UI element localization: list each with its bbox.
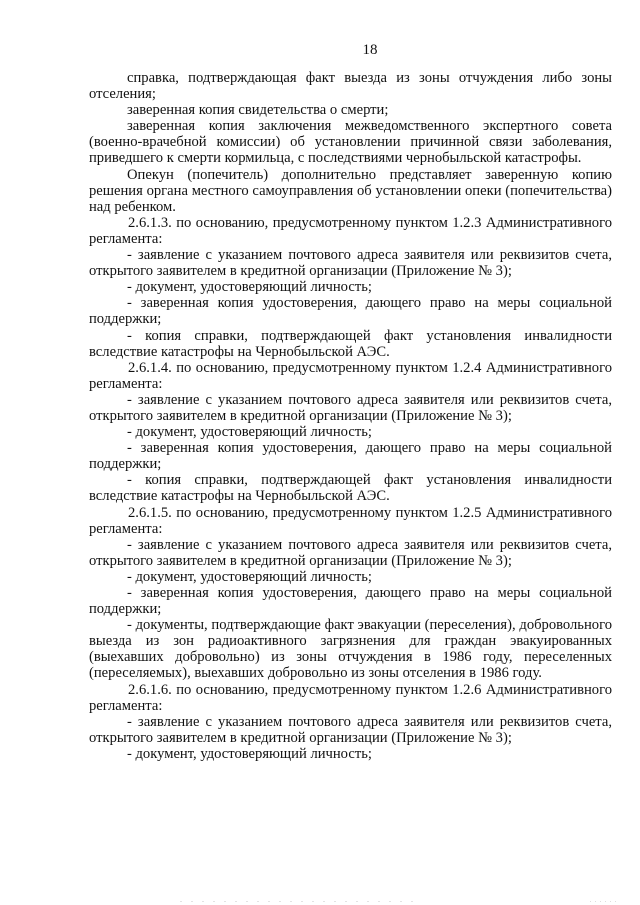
document-body xyxy=(89,70,612,762)
list-item: - документ, удостоверяющий личность; xyxy=(127,745,372,762)
list-item: - копия справки, подтверждающей факт установления инвалидности вследствие катастрофы на Чернобыльской АЭС. xyxy=(89,327,612,360)
list-item: - заверенная копия удостоверения, дающего право на меры социальной поддержки; xyxy=(89,585,612,618)
paragraph: справка, подтверждающая факт выезда из зоны отчуждения либо зоны отселения; xyxy=(89,70,612,103)
section-heading: 2.6.1.5. по основанию, предусмотренному пунктом 1.2.5 Административного регламента: xyxy=(89,504,612,537)
section-heading: 2.6.1.4. по основанию, предусмотренному пунктом 1.2.4 Административного регламента: xyxy=(89,359,612,392)
section-heading: 2.6.1.3. по основанию, предусмотренному пунктом 1.2.3 Административного регламента: xyxy=(89,214,612,247)
list-item: - заверенная копия удостоверения, дающего право на меры социальной поддержки; xyxy=(89,440,612,473)
paragraph: Опекун (попечитель) дополнительно представляет заверенную копию решения органа местного самоуправления об установлении опеки (попечительства) над ребенком. xyxy=(89,166,612,215)
list-item: - заверенная копия удостоверения, дающего право на меры социальной поддержки; xyxy=(89,295,612,328)
page-number: 18 xyxy=(362,42,378,58)
list-item: - заявление с указанием почтового адреса заявителя или реквизитов счета, открытого заявителем в кредитной организации (Приложение № 3); xyxy=(89,247,612,280)
paragraph: заверенная копия свидетельства о смерти; xyxy=(127,102,389,119)
section-heading: 2.6.1.6. по основанию, предусмотренному пунктом 1.2.6 Административного регламента: xyxy=(89,681,612,714)
list-item: - документ, удостоверяющий личность; xyxy=(127,279,372,296)
list-item: - заявление с указанием почтового адреса заявителя или реквизитов счета, открытого заявителем в кредитной организации (Приложение № 3); xyxy=(89,536,612,569)
scan-edge-artifact xyxy=(0,900,640,903)
list-item: - документы, подтверждающие факт эвакуации (переселения), добровольного выезда из зон радиоактивного загрязнения для граждан эвакуированных (выехавших добровольно) из зоны отчуждения в 1986 году, переселенных (переселяемых), выехавших добровольно из зоны отселения в 1986 году. xyxy=(89,617,612,682)
list-item: - документ, удостоверяющий личность; xyxy=(127,424,372,441)
paragraph: заверенная копия заключения межведомственного экспертного совета (военно-врачебной комиссии) об установлении причинной связи заболевания, приведшего к смерти кормильца, с последствиями чернобыльской катастрофы. xyxy=(89,118,612,167)
list-item: - документ, удостоверяющий личность; xyxy=(127,568,372,585)
list-item: - копия справки, подтверждающей факт установления инвалидности вследствие катастрофы на Чернобыльской АЭС. xyxy=(89,472,612,505)
list-item: - заявление с указанием почтового адреса заявителя или реквизитов счета, открытого заявителем в кредитной организации (Приложение № 3); xyxy=(89,391,612,424)
list-item: - заявление с указанием почтового адреса заявителя или реквизитов счета, открытого заявителем в кредитной организации (Приложение № 3); xyxy=(89,713,612,746)
